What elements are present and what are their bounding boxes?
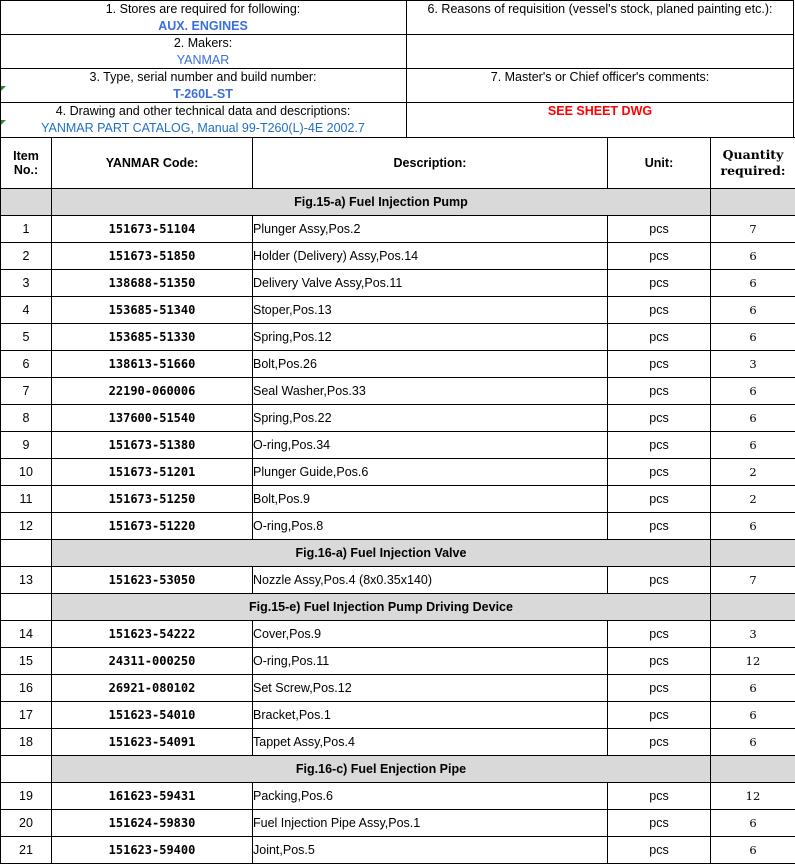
part-description: O-ring,Pos.8 [253, 513, 608, 540]
type-value: T-260L-ST [0, 85, 406, 102]
unit: pcs [608, 648, 711, 675]
item-no: 10 [1, 459, 52, 486]
cell-note-marker [1, 86, 6, 91]
part-description: Bolt,Pos.26 [253, 351, 608, 378]
quantity-required: 12 [711, 783, 795, 810]
unit: pcs [608, 297, 711, 324]
item-no: 19 [1, 783, 52, 810]
yanmar-code: 26921-080102 [52, 675, 253, 702]
table-row [1, 351, 795, 378]
item-no: 16 [1, 675, 52, 702]
part-description: O-ring,Pos.34 [253, 432, 608, 459]
quantity-required: 6 [711, 270, 795, 297]
part-description: Spring,Pos.22 [253, 405, 608, 432]
part-description: Plunger Assy,Pos.2 [253, 216, 608, 243]
table-row [1, 702, 795, 729]
item-no: 8 [1, 405, 52, 432]
item-no: 14 [1, 621, 52, 648]
part-description: Bolt,Pos.9 [253, 486, 608, 513]
part-description: O-ring,Pos.11 [253, 648, 608, 675]
drawing-value: YANMAR PART CATALOG, Manual 99-T260(L)-4E 2002.7 [0, 119, 406, 137]
item-no: 5 [1, 324, 52, 351]
section-header-spacer [1, 189, 52, 216]
table-row [1, 459, 795, 486]
table-row [1, 567, 795, 594]
table-row [1, 648, 795, 675]
unit: pcs [608, 567, 711, 594]
yanmar-code: 138613-51660 [52, 351, 253, 378]
yanmar-code: 151673-51220 [52, 513, 253, 540]
quantity-required: 3 [711, 621, 795, 648]
column-header-item-line1: Item [1, 149, 51, 163]
table-row [1, 324, 795, 351]
column-header-quantity [711, 138, 795, 189]
yanmar-code: 151673-51380 [52, 432, 253, 459]
yanmar-code: 137600-51540 [52, 405, 253, 432]
comments-value: SEE SHEET DWG [407, 103, 793, 119]
table-row [1, 216, 795, 243]
quantity-required: 12 [711, 648, 795, 675]
unit: pcs [608, 324, 711, 351]
quantity-required: 6 [711, 810, 795, 837]
column-header-qty-line1: Quantity [711, 147, 795, 163]
column-header-item-no [1, 138, 52, 189]
yanmar-code: 138688-51350 [52, 270, 253, 297]
part-description: Stoper,Pos.13 [253, 297, 608, 324]
table-row [1, 486, 795, 513]
item-no: 1 [1, 216, 52, 243]
item-no: 18 [1, 729, 52, 756]
yanmar-code: 153685-51340 [52, 297, 253, 324]
table-row [1, 243, 795, 270]
quantity-required: 6 [711, 297, 795, 324]
makers-label: 2. Makers: [0, 35, 406, 51]
column-header-unit: Unit: [608, 138, 711, 189]
part-description: Cover,Pos.9 [253, 621, 608, 648]
part-description: Set Screw,Pos.12 [253, 675, 608, 702]
item-no: 2 [1, 243, 52, 270]
quantity-required: 6 [711, 324, 795, 351]
section-header-row [1, 540, 795, 567]
section-header-qty-spacer [711, 756, 795, 783]
makers-value: YANMAR [0, 51, 406, 68]
stores-label: 1. Stores are required for following: [0, 1, 406, 17]
section-header-row [1, 189, 795, 216]
section-header-row [1, 756, 795, 783]
quantity-required: 6 [711, 837, 795, 864]
unit: pcs [608, 405, 711, 432]
item-no: 3 [1, 270, 52, 297]
unit: pcs [608, 459, 711, 486]
parts-table-body [1, 189, 795, 864]
stores-value: AUX. ENGINES [0, 17, 406, 34]
table-row [1, 729, 795, 756]
unit: pcs [608, 837, 711, 864]
cell-note-marker [1, 120, 6, 125]
unit: pcs [608, 270, 711, 297]
yanmar-code: 151623-59400 [52, 837, 253, 864]
yanmar-code: 161623-59431 [52, 783, 253, 810]
section-header-qty-spacer [711, 189, 795, 216]
table-row [1, 675, 795, 702]
quantity-required: 6 [711, 243, 795, 270]
yanmar-code: 151623-53050 [52, 567, 253, 594]
quantity-required: 6 [711, 702, 795, 729]
part-description: Holder (Delivery) Assy,Pos.14 [253, 243, 608, 270]
unit: pcs [608, 621, 711, 648]
yanmar-code: 153685-51330 [52, 324, 253, 351]
yanmar-code: 151624-59830 [52, 810, 253, 837]
quantity-required: 7 [711, 216, 795, 243]
unit: pcs [608, 783, 711, 810]
quantity-required: 2 [711, 459, 795, 486]
yanmar-code: 151623-54091 [52, 729, 253, 756]
yanmar-code: 22190-060006 [52, 378, 253, 405]
item-no: 20 [1, 810, 52, 837]
section-header-spacer [1, 540, 52, 567]
unit: pcs [608, 432, 711, 459]
yanmar-code: 151673-51201 [52, 459, 253, 486]
item-no: 15 [1, 648, 52, 675]
unit: pcs [608, 702, 711, 729]
section-header-spacer [1, 594, 52, 621]
unit: pcs [608, 810, 711, 837]
quantity-required: 6 [711, 432, 795, 459]
section-title: Fig.15-e) Fuel Injection Pump Driving Device [52, 594, 711, 621]
reasons-label: 6. Reasons of requisition (vessel's stock, planed painting etc.): [407, 1, 793, 17]
column-header-description: Description: [253, 138, 608, 189]
quantity-required: 6 [711, 405, 795, 432]
part-description: Spring,Pos.12 [253, 324, 608, 351]
yanmar-code: 151623-54010 [52, 702, 253, 729]
table-row [1, 513, 795, 540]
unit: pcs [608, 351, 711, 378]
section-title: Fig.16-a) Fuel Injection Valve [52, 540, 711, 567]
comments-label: 7. Master's or Chief officer's comments: [407, 69, 793, 85]
drawing-label: 4. Drawing and other technical data and descriptions: [0, 103, 406, 119]
part-description: Seal Washer,Pos.33 [253, 378, 608, 405]
section-header-spacer [1, 756, 52, 783]
yanmar-code: 151673-51250 [52, 486, 253, 513]
section-header-row [1, 594, 795, 621]
part-description: Packing,Pos.6 [253, 783, 608, 810]
part-description: Bracket,Pos.1 [253, 702, 608, 729]
part-description: Plunger Guide,Pos.6 [253, 459, 608, 486]
unit: pcs [608, 513, 711, 540]
column-header-qty-line2: required: [711, 163, 795, 179]
item-no: 12 [1, 513, 52, 540]
quantity-required: 6 [711, 513, 795, 540]
quantity-required: 6 [711, 378, 795, 405]
unit: pcs [608, 243, 711, 270]
item-no: 13 [1, 567, 52, 594]
yanmar-code: 24311-000250 [52, 648, 253, 675]
item-no: 4 [1, 297, 52, 324]
section-header-qty-spacer [711, 594, 795, 621]
table-header-row [1, 138, 795, 189]
table-row [1, 810, 795, 837]
quantity-required: 6 [711, 729, 795, 756]
item-no: 9 [1, 432, 52, 459]
section-title: Fig.16-c) Fuel Enjection Pipe [52, 756, 711, 783]
quantity-required: 7 [711, 567, 795, 594]
table-row [1, 378, 795, 405]
table-row [1, 837, 795, 864]
item-no: 21 [1, 837, 52, 864]
unit: pcs [608, 675, 711, 702]
part-description: Joint,Pos.5 [253, 837, 608, 864]
requisition-header [0, 0, 794, 137]
table-row [1, 621, 795, 648]
type-label: 3. Type, serial number and build number: [0, 69, 406, 85]
part-description: Delivery Valve Assy,Pos.11 [253, 270, 608, 297]
unit: pcs [608, 216, 711, 243]
column-header-code: YANMAR Code: [52, 138, 253, 189]
unit: pcs [608, 729, 711, 756]
unit: pcs [608, 378, 711, 405]
item-no: 11 [1, 486, 52, 513]
item-no: 17 [1, 702, 52, 729]
section-header-qty-spacer [711, 540, 795, 567]
table-row [1, 297, 795, 324]
parts-table [0, 137, 795, 864]
quantity-required: 6 [711, 675, 795, 702]
column-header-item-line2: No.: [1, 163, 51, 177]
table-row [1, 432, 795, 459]
quantity-required: 2 [711, 486, 795, 513]
yanmar-code: 151673-51850 [52, 243, 253, 270]
table-row [1, 783, 795, 810]
yanmar-code: 151623-54222 [52, 621, 253, 648]
item-no: 7 [1, 378, 52, 405]
table-row [1, 270, 795, 297]
part-description: Fuel Injection Pipe Assy,Pos.1 [253, 810, 608, 837]
section-title: Fig.15-a) Fuel Injection Pump [52, 189, 711, 216]
part-description: Tappet Assy,Pos.4 [253, 729, 608, 756]
item-no: 6 [1, 351, 52, 378]
part-description: Nozzle Assy,Pos.4 (8x0.35x140) [253, 567, 608, 594]
yanmar-code: 151673-51104 [52, 216, 253, 243]
quantity-required: 3 [711, 351, 795, 378]
unit: pcs [608, 486, 711, 513]
table-row [1, 405, 795, 432]
